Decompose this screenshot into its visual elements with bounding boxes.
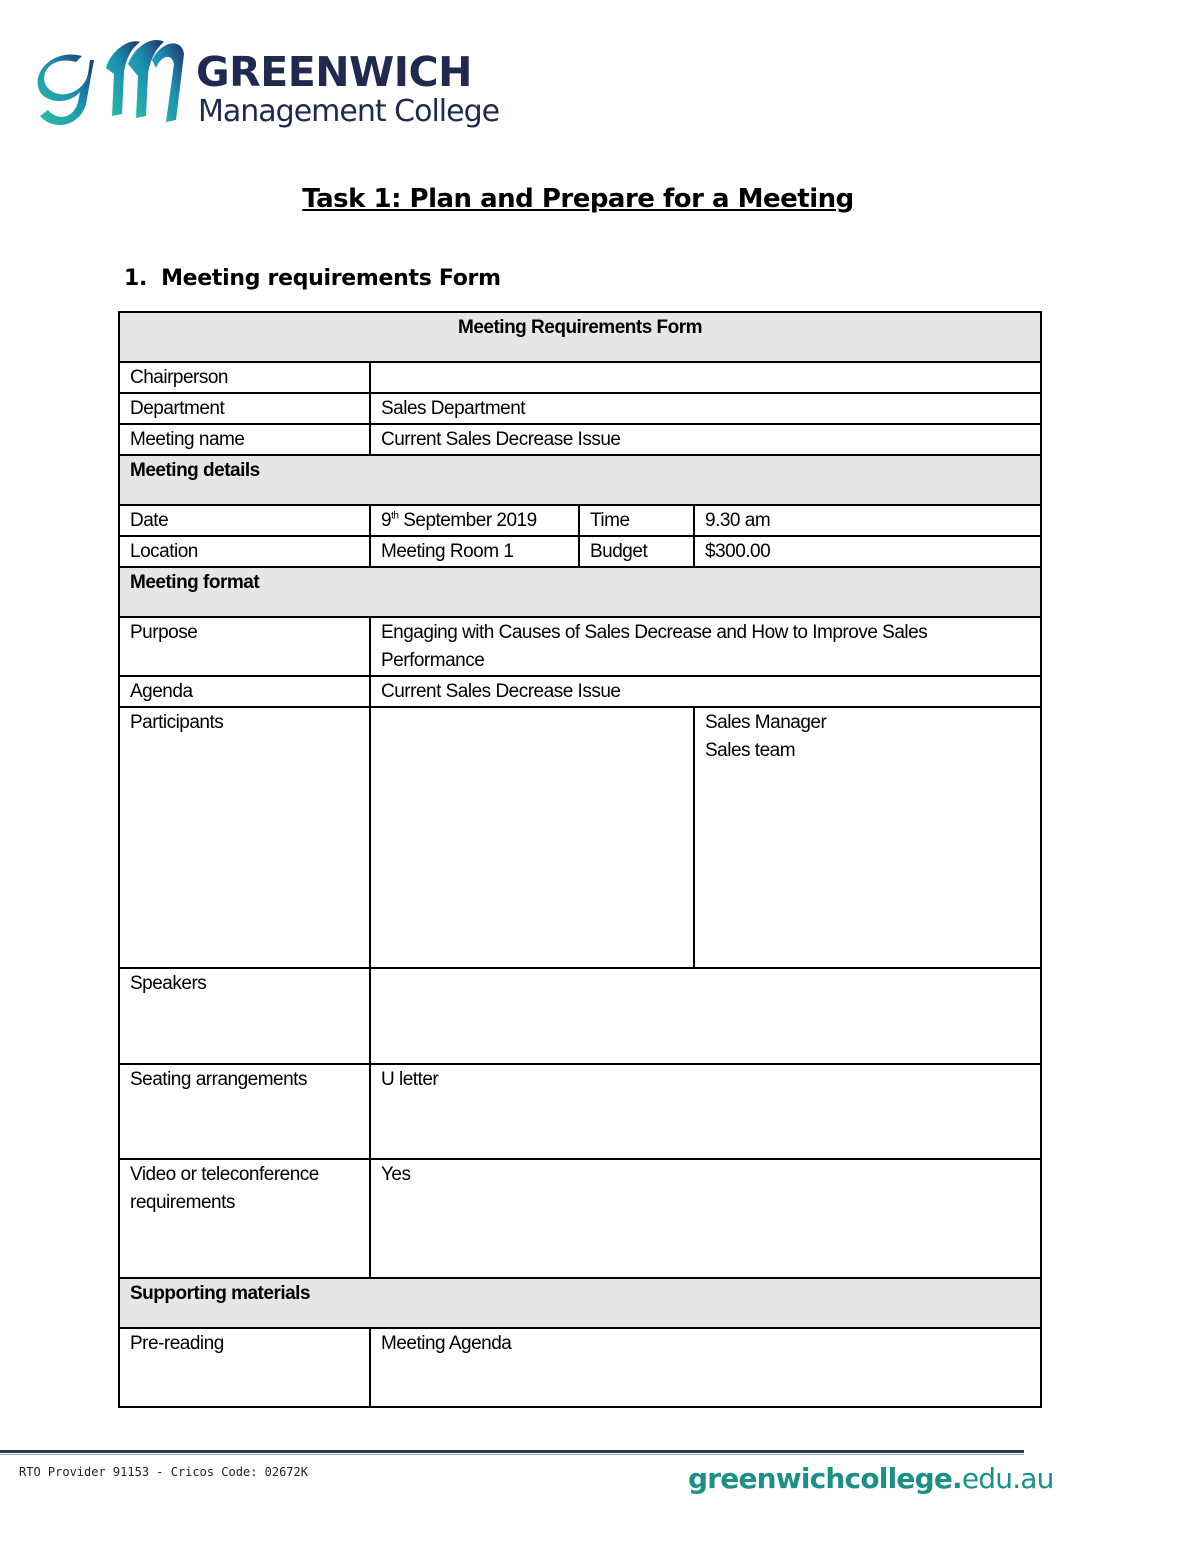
department-value[interactable]: Sales Department [370,393,1041,424]
participant-sales-manager: Sales Manager [705,712,827,733]
seating-row [119,1064,1041,1159]
speakers-value[interactable] [370,968,1041,1064]
prereading-row [119,1328,1041,1407]
meeting-name-row [119,424,1041,455]
logo-wordmark-primary: GREENWICH [196,48,472,96]
form-title-row [119,312,1041,362]
video-label-line-1: Video or teleconference [130,1164,319,1185]
footer-divider-shadow [0,1454,1024,1455]
agenda-value[interactable]: Current Sales Decrease Issue [370,676,1041,707]
meeting-details-heading: Meeting details [119,455,1041,505]
prereading-label: Pre-reading [119,1328,370,1407]
speakers-label: Speakers [119,968,370,1064]
footer-site-domain: greenwichcollege. [688,1462,962,1495]
purpose-row [119,617,1041,676]
section-heading-text: Meeting requirements Form [161,266,501,291]
footer-site-tld: edu.au [961,1462,1054,1495]
seating-value[interactable]: U letter [370,1064,1041,1159]
supporting-materials-heading: Supporting materials [119,1278,1041,1328]
time-label: Time [579,505,694,536]
date-day: 9 [381,510,392,531]
participant-sales-team: Sales team [705,740,796,761]
participants-label: Participants [119,707,370,968]
location-value[interactable]: Meeting Room 1 [370,536,579,567]
agenda-label: Agenda [119,676,370,707]
meeting-format-heading: Meeting format [119,567,1041,617]
section-heading [124,266,501,291]
footer-website-link[interactable] [688,1462,1054,1495]
location-budget-row [119,536,1041,567]
gm-logo-mark-icon [36,34,186,134]
purpose-line-2: Performance [381,650,485,671]
location-label: Location [119,536,370,567]
seating-label: Seating arrangements [119,1064,370,1159]
meeting-format-header [119,567,1041,617]
meeting-details-header [119,455,1041,505]
budget-value[interactable]: $300.00 [694,536,1041,567]
chairperson-label: Chairperson [119,362,370,393]
department-label: Department [119,393,370,424]
date-ordinal-suffix: th [391,510,399,522]
date-value[interactable] [370,505,579,536]
video-label [119,1159,370,1278]
video-row [119,1159,1041,1278]
section-number: 1. [124,266,148,291]
meeting-requirements-table [118,311,1042,1408]
time-value[interactable]: 9.30 am [694,505,1041,536]
purpose-value[interactable] [370,617,1041,676]
participants-right-value[interactable] [694,707,1041,968]
date-time-row [119,505,1041,536]
participants-row [119,707,1041,968]
budget-label: Budget [579,536,694,567]
speakers-row [119,968,1041,1064]
college-logo [36,34,500,134]
video-value[interactable]: Yes [370,1159,1041,1278]
chairperson-value[interactable] [370,362,1041,393]
date-month-year: September 2019 [398,510,537,531]
form-title: Meeting Requirements Form [119,312,1041,362]
agenda-row [119,676,1041,707]
video-label-line-2: requirements [130,1192,235,1213]
participants-left-value[interactable] [370,707,694,968]
page-title: Task 1: Plan and Prepare for a Meeting [302,184,854,214]
meeting-name-label: Meeting name [119,424,370,455]
department-row [119,393,1041,424]
logo-wordmark-secondary: Management College [198,94,500,129]
footer-provider-text: RTO Provider 91153 - Cricos Code: 02672K [19,1465,308,1479]
date-label: Date [119,505,370,536]
supporting-materials-header [119,1278,1041,1328]
prereading-value[interactable]: Meeting Agenda [370,1328,1041,1407]
meeting-name-value[interactable]: Current Sales Decrease Issue [370,424,1041,455]
purpose-label: Purpose [119,617,370,676]
footer-divider [0,1450,1024,1453]
chairperson-row [119,362,1041,393]
purpose-line-1: Engaging with Causes of Sales Decrease and How to Improve Sales [381,622,928,643]
